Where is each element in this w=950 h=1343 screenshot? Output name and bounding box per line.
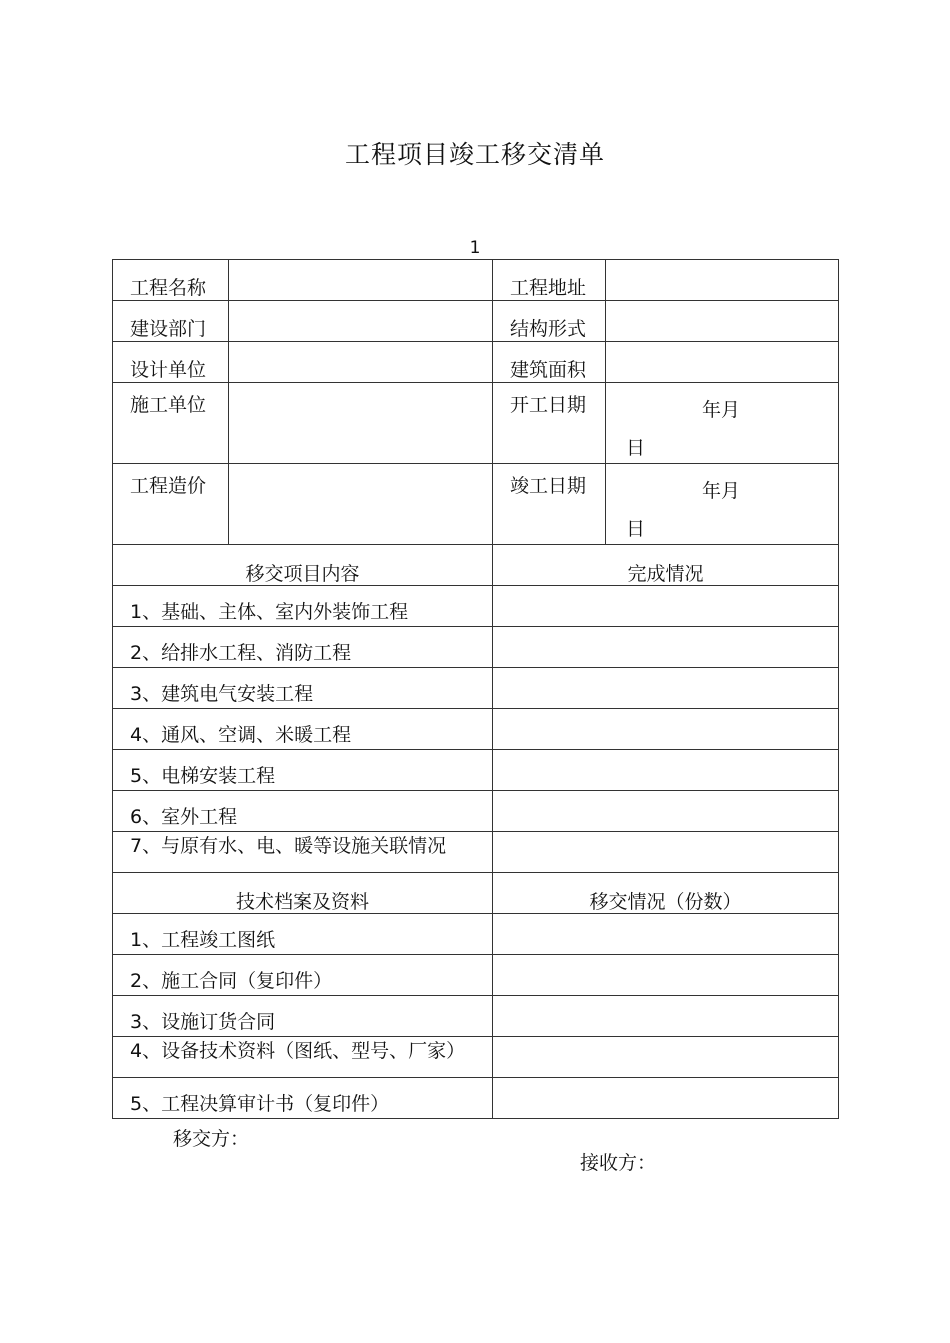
archive-item-count[interactable]: [493, 914, 839, 955]
handover-item-status[interactable]: [493, 750, 839, 791]
project-address-field[interactable]: [606, 260, 839, 301]
construction-unit-field[interactable]: [229, 383, 493, 464]
handover-item-status[interactable]: [493, 791, 839, 832]
archives-content-header: 技术档案及资料: [113, 873, 493, 914]
handover-item-status[interactable]: [493, 586, 839, 627]
handover-item-status[interactable]: [493, 832, 839, 873]
handover-item: 3、建筑电气安装工程: [113, 668, 493, 709]
completion-date-field[interactable]: [606, 464, 839, 545]
handover-item-status[interactable]: [493, 668, 839, 709]
receiving-party-label: 接收方：: [580, 1152, 657, 1174]
archive-item-count[interactable]: [493, 1037, 839, 1078]
construction-dept-field[interactable]: [229, 301, 493, 342]
start-date-year-month: 年月: [702, 399, 741, 421]
archive-item-count[interactable]: [493, 1078, 839, 1119]
document-title: 工程项目竣工移交清单: [344, 140, 605, 169]
handover-item-status[interactable]: [493, 709, 839, 750]
archive-item: 1、工程竣工图纸: [113, 914, 493, 955]
handover-item: 6、室外工程: [113, 791, 493, 832]
archive-item-count[interactable]: [493, 955, 839, 996]
handover-item: 1、基础、主体、室内外装饰工程: [113, 586, 493, 627]
archives-status-header: 移交情况（份数）: [493, 873, 839, 914]
start-date-field[interactable]: [606, 383, 839, 464]
handover-item: 2、给排水工程、消防工程: [113, 627, 493, 668]
handover-content-header: 移交项目内容: [113, 545, 493, 586]
handover-item: 4、通风、空调、米暖工程: [113, 709, 493, 750]
handover-form-table: [112, 259, 839, 1119]
construction-dept-label-cell: 建设部门: [113, 301, 229, 342]
project-address-label-cell: 工程地址: [493, 260, 606, 301]
handover-item-status[interactable]: [493, 627, 839, 668]
structure-field[interactable]: [606, 301, 839, 342]
completion-date-year-month: 年月: [702, 480, 741, 502]
start-date-day: 日: [626, 437, 646, 459]
handover-status-header: 完成情况: [493, 545, 839, 586]
project-cost-label-cell: 工程造价: [113, 464, 229, 545]
page-number: 1: [469, 238, 481, 258]
completion-date-label-cell: 竣工日期: [493, 464, 606, 545]
project-cost-field[interactable]: [229, 464, 493, 545]
archive-item: 5、工程决算审计书（复印件）: [113, 1078, 493, 1119]
design-unit-label-cell: 设计单位: [113, 342, 229, 383]
design-unit-field[interactable]: [229, 342, 493, 383]
project-name-label-cell: 工程名称: [113, 260, 229, 301]
completion-date-day: 日: [626, 518, 646, 540]
handover-party-label: 移交方：: [173, 1128, 250, 1150]
project-name-field[interactable]: [229, 260, 493, 301]
start-date-label-cell: 开工日期: [493, 383, 606, 464]
archive-item: 4、设备技术资料（图纸、型号、厂家）: [113, 1037, 493, 1078]
building-area-field[interactable]: [606, 342, 839, 383]
archive-item: 2、施工合同（复印件）: [113, 955, 493, 996]
archive-item-count[interactable]: [493, 996, 839, 1037]
structure-label-cell: 结构形式: [493, 301, 606, 342]
handover-item: 5、电梯安装工程: [113, 750, 493, 791]
handover-item: 7、与原有水、电、暖等设施关联情况: [113, 832, 493, 873]
archive-item: 3、设施订货合同: [113, 996, 493, 1037]
building-area-label-cell: 建筑面积: [493, 342, 606, 383]
construction-unit-label-cell: 施工单位: [113, 383, 229, 464]
